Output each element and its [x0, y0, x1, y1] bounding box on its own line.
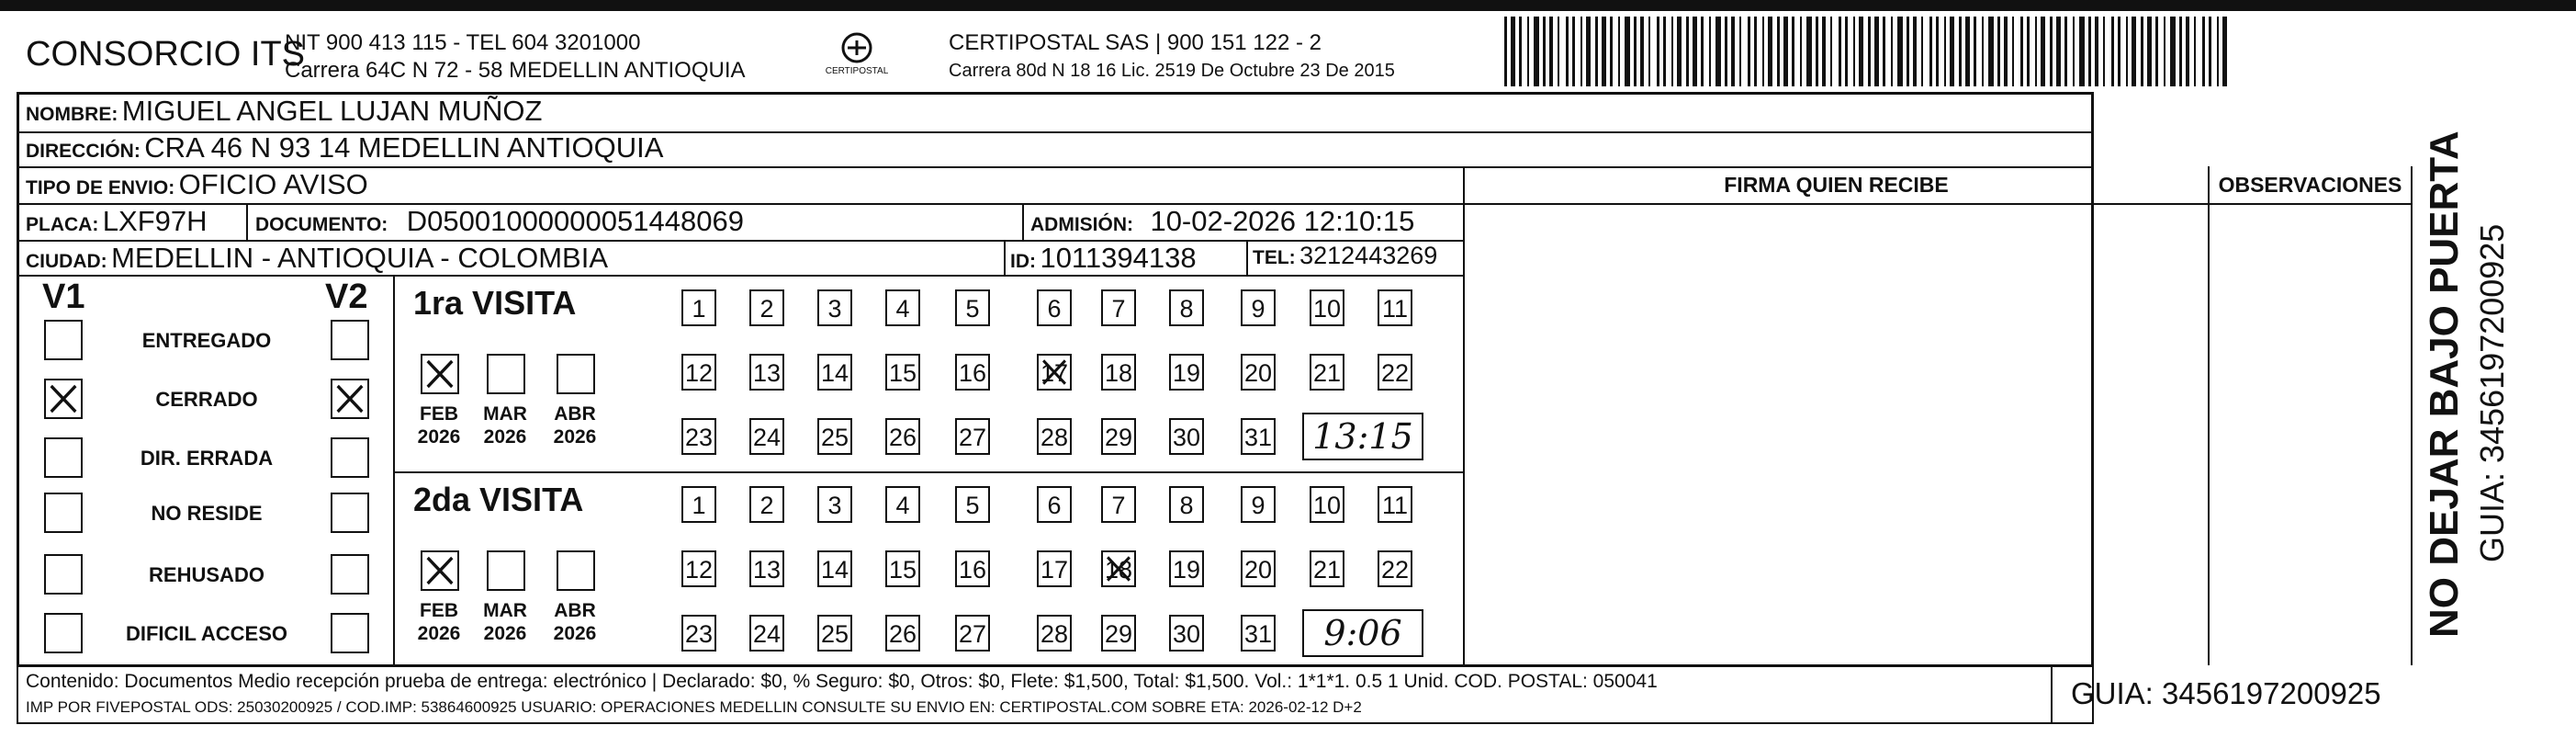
- footer-divider: [2051, 665, 2053, 722]
- day-box[interactable]: 19: [1169, 354, 1204, 391]
- day-box[interactable]: 23: [681, 418, 716, 455]
- day-box[interactable]: 22: [1378, 550, 1412, 587]
- day-box[interactable]: 31: [1241, 615, 1276, 652]
- month-name: FEB: [420, 403, 458, 425]
- document-value: D05001000000051448069: [406, 205, 744, 237]
- day-box[interactable]: 11: [1378, 486, 1412, 523]
- day-box[interactable]: 20: [1241, 354, 1276, 391]
- day-box[interactable]: 13: [749, 550, 784, 587]
- day-box[interactable]: 24: [749, 418, 784, 455]
- city-row: [26, 242, 608, 275]
- month-label: [478, 599, 533, 645]
- recipient-name: MIGUEL ANGEL LUJAN MUÑOZ: [121, 95, 543, 127]
- day-box[interactable]: 9: [1241, 486, 1276, 523]
- v1-checkbox[interactable]: [44, 320, 83, 360]
- month-label: [411, 402, 467, 448]
- day-box[interactable]: 5: [955, 486, 990, 523]
- month-year: 2026: [417, 426, 461, 448]
- month-name: ABR: [554, 600, 596, 621]
- v2-label: V2: [325, 278, 368, 316]
- day-box[interactable]: 30: [1169, 615, 1204, 652]
- status-divider: [393, 275, 395, 665]
- day-box[interactable]: 26: [885, 418, 920, 455]
- day-box[interactable]: 20: [1241, 550, 1276, 587]
- rule-footer: [18, 665, 2092, 667]
- day-box[interactable]: 15: [885, 354, 920, 391]
- city-value: MEDELLIN - ANTIOQUIA - COLOMBIA: [111, 242, 608, 274]
- x-mark-icon: [422, 552, 457, 589]
- visit-time[interactable]: 13:15: [1302, 413, 1423, 460]
- rule-bottom: [17, 722, 2094, 724]
- day-box[interactable]: 1: [681, 289, 716, 326]
- footer-guia: GUIA: 3456197200925: [2071, 676, 2381, 710]
- recipient-address: CRA 46 N 93 14 MEDELLIN ANTIOQUIA: [144, 131, 664, 164]
- day-box[interactable]: 21: [1310, 550, 1344, 587]
- day-box[interactable]: 27: [955, 418, 990, 455]
- day-box[interactable]: 6: [1037, 486, 1072, 523]
- day-box[interactable]: 26: [885, 615, 920, 652]
- tel-row: [1253, 242, 1437, 270]
- send-type-row: [26, 168, 368, 201]
- visit-title: 1ra VISITA: [413, 284, 577, 322]
- footer-left-edge: [17, 665, 18, 724]
- v2-checkbox[interactable]: [331, 493, 369, 533]
- observations-area[interactable]: [2210, 205, 2411, 664]
- no-dejar-bajo-puerta: NO DEJAR BAJO PUERTA: [2422, 130, 2467, 638]
- month-year: 2026: [483, 426, 527, 448]
- day-box[interactable]: 17: [1037, 354, 1072, 391]
- x-mark-icon: [1039, 356, 1070, 389]
- admission-divider: [1022, 203, 1024, 240]
- day-box[interactable]: 5: [955, 289, 990, 326]
- month-name: FEB: [420, 600, 458, 621]
- day-box[interactable]: 8: [1169, 486, 1204, 523]
- status-label: REHUSADO: [149, 563, 264, 586]
- v1-checkbox[interactable]: [44, 554, 83, 595]
- day-box[interactable]: 28: [1037, 615, 1072, 652]
- month-checkbox[interactable]: [421, 354, 459, 394]
- address-row: [26, 131, 663, 164]
- day-box[interactable]: 2: [749, 289, 784, 326]
- month-year: 2026: [553, 426, 597, 448]
- send-type-label: TIPO DE ENVIO:: [26, 177, 175, 198]
- top-edge-bar: [0, 0, 2576, 11]
- send-type: OFICIO AVISO: [178, 168, 368, 200]
- status-label: NO RESIDE: [151, 502, 263, 525]
- footer-imp: IMP POR FIVEPOSTAL ODS: 25030200925 / COD.IMP: 53864600925 USUARIO: OPERACIONES MEDELLIN CONSULTE SU ENVIO EN: CERTIPOSTAL.COM SOBRE ETA: 2026-02-12 D+2: [26, 698, 1362, 716]
- day-box[interactable]: 12: [681, 550, 716, 587]
- name-row: [26, 95, 542, 128]
- tel-value: 3212443269: [1299, 242, 1438, 269]
- x-mark-icon: [422, 356, 457, 392]
- day-box[interactable]: 16: [955, 354, 990, 391]
- observations-header: OBSERVACIONES: [2218, 173, 2402, 197]
- day-box[interactable]: 31: [1241, 418, 1276, 455]
- day-box[interactable]: 23: [681, 615, 716, 652]
- month-year: 2026: [483, 623, 527, 644]
- day-box[interactable]: 24: [749, 615, 784, 652]
- status-label: DIFICIL ACCESO: [125, 622, 287, 645]
- v1-label: V1: [42, 278, 85, 316]
- day-box[interactable]: 7: [1101, 289, 1136, 326]
- day-box[interactable]: 1: [681, 486, 716, 523]
- document-row: [255, 205, 744, 238]
- day-box[interactable]: 13: [749, 354, 784, 391]
- day-box[interactable]: 6: [1037, 289, 1072, 326]
- month-checkbox[interactable]: [487, 354, 525, 394]
- day-box[interactable]: 15: [885, 550, 920, 587]
- day-box[interactable]: 10: [1310, 486, 1344, 523]
- tel-divider: [1246, 240, 1248, 275]
- day-box[interactable]: 4: [885, 486, 920, 523]
- day-box[interactable]: 2: [749, 486, 784, 523]
- barcode: [1504, 17, 2234, 86]
- day-box[interactable]: 30: [1169, 418, 1204, 455]
- logo-text: CERTIPOSTAL: [825, 66, 889, 76]
- admission-row: [1030, 205, 1414, 238]
- day-box[interactable]: 14: [817, 550, 852, 587]
- x-mark-icon: [332, 380, 367, 417]
- col-rule-right: [2411, 166, 2413, 665]
- month-checkbox[interactable]: [421, 550, 459, 591]
- courier-name: CERTIPOSTAL SAS | 900 151 122 - 2: [949, 30, 1322, 55]
- day-box[interactable]: 29: [1101, 418, 1136, 455]
- day-box[interactable]: 21: [1310, 354, 1344, 391]
- month-checkbox[interactable]: [487, 550, 525, 591]
- side-guia: GUIA: 3456197200925: [2473, 223, 2511, 562]
- id-divider: [1004, 240, 1006, 275]
- v2-checkbox[interactable]: [331, 554, 369, 595]
- rule-5: [18, 275, 1465, 277]
- month-year: 2026: [553, 623, 597, 644]
- day-box[interactable]: 9: [1241, 289, 1276, 326]
- month-name: MAR: [483, 600, 527, 621]
- day-box[interactable]: 14: [817, 354, 852, 391]
- v1-checkbox[interactable]: [44, 493, 83, 533]
- x-mark-icon: [1103, 552, 1134, 585]
- document-label: DOCUMENTO:: [255, 214, 388, 235]
- courier-logo: [825, 29, 889, 85]
- day-box[interactable]: 4: [885, 289, 920, 326]
- status-label: DIR. ERRADA: [140, 447, 274, 470]
- admission-label: ADMISIÓN:: [1030, 214, 1133, 235]
- status-label: CERRADO: [155, 388, 258, 411]
- x-mark-icon: [46, 380, 81, 417]
- day-box[interactable]: 8: [1169, 289, 1204, 326]
- day-box[interactable]: 28: [1037, 418, 1072, 455]
- address-label: DIRECCIÓN:: [26, 141, 141, 162]
- day-box[interactable]: 18: [1101, 550, 1136, 587]
- courier-address: Carrera 80d N 18 16 Lic. 2519 De Octubre 23 De 2015: [949, 61, 1395, 81]
- id-row: [1010, 242, 1197, 275]
- month-label: [478, 402, 533, 448]
- visit-title: 2da VISITA: [413, 481, 584, 518]
- day-box[interactable]: 25: [817, 418, 852, 455]
- plate-row: [26, 205, 208, 238]
- day-box[interactable]: 29: [1101, 615, 1136, 652]
- month-checkbox[interactable]: [557, 550, 595, 591]
- city-label: CIUDAD:: [26, 251, 107, 272]
- rule-visit-split: [395, 471, 1465, 473]
- day-box[interactable]: 7: [1101, 486, 1136, 523]
- company-address: Carrera 64C N 72 - 58 MEDELLIN ANTIOQUIA: [285, 58, 746, 83]
- id-value: 1011394138: [1040, 242, 1197, 274]
- day-box[interactable]: 18: [1101, 354, 1136, 391]
- month-name: ABR: [554, 403, 596, 425]
- v1-checkbox[interactable]: [44, 613, 83, 653]
- v2-checkbox[interactable]: [331, 613, 369, 653]
- signature-area[interactable]: [1465, 205, 2208, 664]
- month-label: [547, 599, 602, 645]
- company-name: CONSORCIO ITS: [26, 35, 306, 74]
- month-name: MAR: [483, 403, 527, 425]
- plate-label: PLACA:: [26, 214, 99, 235]
- day-box[interactable]: 22: [1378, 354, 1412, 391]
- status-label: ENTREGADO: [141, 329, 272, 352]
- name-label: NOMBRE:: [26, 104, 118, 125]
- day-box[interactable]: 10: [1310, 289, 1344, 326]
- admission-value: 10-02-2026 12:10:15: [1150, 205, 1415, 237]
- visit-time[interactable]: 9:06: [1302, 609, 1423, 657]
- company-nit: NIT 900 413 115 - TEL 604 3201000: [285, 30, 641, 55]
- signature-header: FIRMA QUIEN RECIBE: [1724, 173, 1949, 197]
- month-label: [547, 402, 602, 448]
- day-box[interactable]: 3: [817, 486, 852, 523]
- tel-label: TEL:: [1253, 247, 1296, 268]
- month-year: 2026: [417, 623, 461, 644]
- id-label: ID:: [1010, 251, 1036, 272]
- v2-checkbox[interactable]: [331, 379, 369, 419]
- day-box[interactable]: 19: [1169, 550, 1204, 587]
- v2-checkbox[interactable]: [331, 437, 369, 478]
- month-label: [411, 599, 467, 645]
- day-box[interactable]: 27: [955, 615, 990, 652]
- day-box[interactable]: 12: [681, 354, 716, 391]
- v1-checkbox[interactable]: [44, 437, 83, 478]
- day-box[interactable]: 17: [1037, 550, 1072, 587]
- footer-content: Contenido: Documentos Medio recepción prueba de entrega: electrónico | Declarado: $0, % Seguro: $0, Otros: $0, Flete: $1,500, Total: $1,500. Vol.: 1*1*1. 0.5 1 Unid. COD. POSTAL: 050041: [26, 671, 1658, 692]
- plate-value: LXF97H: [102, 205, 208, 237]
- month-checkbox[interactable]: [557, 354, 595, 394]
- v2-checkbox[interactable]: [331, 320, 369, 360]
- day-box[interactable]: 25: [817, 615, 852, 652]
- day-box[interactable]: 16: [955, 550, 990, 587]
- v1-checkbox[interactable]: [44, 379, 83, 419]
- day-box[interactable]: 11: [1378, 289, 1412, 326]
- day-box[interactable]: 3: [817, 289, 852, 326]
- plate-divider: [246, 203, 248, 240]
